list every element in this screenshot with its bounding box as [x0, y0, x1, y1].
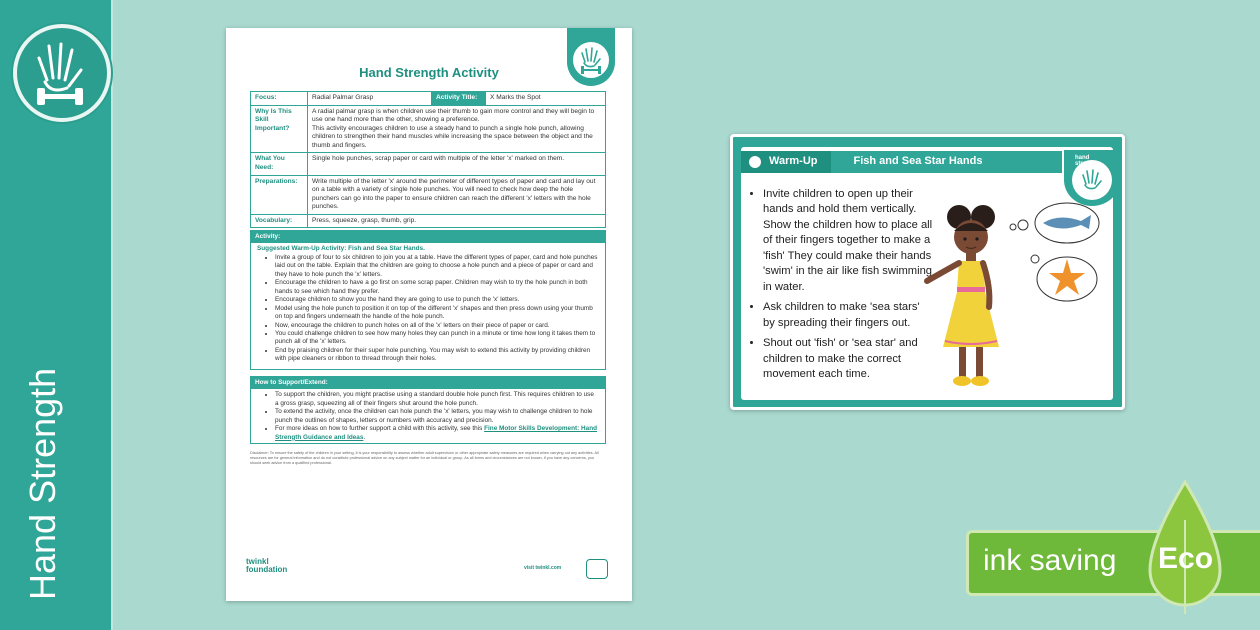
warmup-line: Suggested Warm-Up Activity: Fish and Sea Star Hands.	[257, 245, 425, 253]
vocab-value: Press, squeeze, grasp, thumb, grip.	[308, 214, 606, 228]
footer-url[interactable]: visit twinkl.com	[524, 565, 562, 571]
support-more-text: For more ideas on how to further support a child with this activity, see this	[275, 425, 483, 433]
focus-value: Radial Palmar Grasp	[308, 92, 432, 106]
list-item: • To support the children, you might practise using a standard double hole punch first. This requires children to use a gross grasp, squeezing all of their fingers shut around the hole punch.	[275, 391, 599, 408]
ink-saving-label: ink saving	[983, 544, 1117, 577]
focus-label: Focus:	[251, 92, 308, 106]
activity-title-label: Activity Title:	[432, 92, 486, 106]
warmup-card	[730, 134, 1125, 410]
list-item: • Encourage the children to have a go first on some scrap paper. Children may wish to try the hole punch in both hands to see which hand they prefer.	[275, 279, 599, 296]
tab-activity-name: Fish and Sea Star Hands	[831, 151, 1062, 173]
list-item: • Shout out 'fish' or 'sea star' and children to make the correct movement each time.	[763, 336, 933, 382]
list-item: • Encourage children to show you the hand they are going to use to punch the 'x' letters.	[275, 296, 599, 304]
circle-icon	[749, 156, 761, 168]
why-paragraph-1: A radial palmar grasp is when children use their thumb to gain more control and they will begin to use one hand more than the other, showing a preference.	[312, 107, 595, 124]
footer-logo-line-1: twinkl	[246, 557, 269, 566]
list-item: • Model using the hole punch to position it on top of the different 'x' shapes and then press down using your thumb on top and fingers underneath the handle of the hole punch.	[275, 305, 599, 322]
card-instructions	[749, 187, 933, 387]
thought-bubbles	[1009, 193, 1113, 311]
tab-warmup	[741, 151, 831, 173]
support-list	[257, 391, 599, 442]
sidebar	[0, 0, 113, 630]
badge-label: hand strength	[1075, 155, 1099, 167]
eco-label: Eco	[1158, 542, 1214, 575]
guidance-link[interactable]: Fine Motor Skills Development: Hand Strength Guidance and Ideas	[275, 425, 598, 441]
worksheet	[226, 28, 632, 601]
activity-header: Activity:	[251, 231, 605, 243]
why-label: Why Is This Skill Important?	[251, 105, 308, 153]
vocab-label: Vocabulary:	[251, 214, 308, 228]
worksheet-title: Hand Strength Activity	[359, 65, 499, 80]
activity-details-table	[250, 91, 606, 228]
list-item: • Ask children to make 'sea stars' by spreading their fingers out.	[763, 300, 933, 331]
list-item: • Invite a group of four to six children to join you at a table. Have the different types of paper, card and hole punches laid out on the table. Explain that the children are going to choose a hole punch and a piece of paper or card and they have to hole punch the 'x' letters.	[275, 254, 599, 279]
list-item: • End by praising children for their super hole punching. You may wish to extend this activity by providing children with pipe cleaners or ribbon to thread through their holes.	[275, 347, 599, 364]
list-item: • Invite children to open up their hands and hold them vertically. Show the children how to place all of their fingers together to make a 'fish' They could make their hands 'swim' in the air like fish swimming in water.	[763, 187, 933, 295]
sidebar-title: Hand Strength	[22, 367, 63, 600]
footer-badge-icon	[586, 559, 608, 579]
twinkl-foundation-logo	[246, 558, 287, 575]
why-value	[308, 105, 606, 153]
support-section	[250, 376, 606, 444]
why-paragraph-2: This activity encourages children to use a steady hand to punch a single hole punch, allowing children to strengthen their hand muscles while increasing the space between the object and the thumb and fingers.	[312, 124, 593, 149]
prep-label: Preparations:	[251, 175, 308, 214]
activity-list	[257, 254, 599, 364]
hand-dumbbell-icon	[13, 24, 111, 122]
disclaimer: Disclaimer: To ensure the safety of the children in your setting, it is your responsibility to assess whether adult supervision or other appropriate safety measures are required when carrying out any activities. All resources are for general information and do not constitute professional advice on any subject matter for an individual or group. As all forms and circumstances are not known, if you have any concerns, you should seek advice from a qualified professional.	[250, 451, 599, 465]
card-ribbon	[741, 151, 1062, 173]
prep-value: Write multiple of the letter 'x' around the perimeter of different types of paper and card and lay out on a table with a variety of single hole punches. You will need to check how deep the hole punchers can go into the paper to ensure children can reach the different 'x' letters with the hole punches.	[308, 175, 606, 214]
activity-title-value: X Marks the Spot	[486, 92, 606, 106]
support-header: How to Support/Extend:	[251, 377, 605, 389]
need-label: What You Need:	[251, 153, 308, 175]
list-item: • Now, encourage the children to punch holes on all of the 'x' letters on their piece of paper or card.	[275, 322, 599, 330]
list-item: • To extend the activity, once the children can hole punch the 'x' letters, you may wish to challenge children to hole punch the outlines of shapes, letters or numbers with accuracy and precision.	[275, 408, 599, 425]
tab-warmup-label: Warm-Up	[769, 155, 818, 167]
activity-section	[250, 230, 606, 370]
footer-logo-line-2: foundation	[246, 565, 288, 575]
need-value: Single hole punches, scrap paper or card with multiple of the letter 'x' marked on them.	[308, 153, 606, 175]
list-item: • For more ideas on how to further support a child with this activity, see this Fine Motor Skills Development: Hand Strength Guidance and Ideas.	[275, 425, 599, 442]
list-item: • You could challenge children to see how many holes they can punch in a minute or time how long it takes them to punch all of the 'x' letters.	[275, 330, 599, 347]
